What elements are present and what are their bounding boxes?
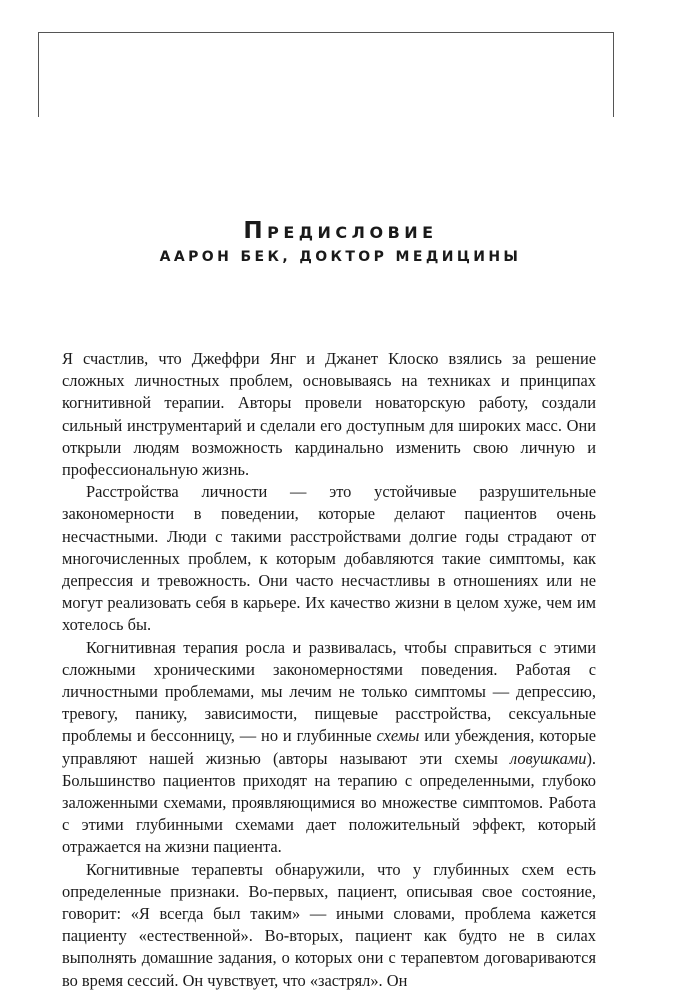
paragraph-text: или убеждения, которые управляют нашей жизнью (авторы называют эти схемы: [62, 726, 596, 768]
paragraph-1: [62, 348, 596, 481]
paragraph-text: Когнитивные терапевты обнаружили, что у глубинных схем есть определенные признаки. Во-первых, пациент, описывая свое состояние, говорит: «Я всегда был таким» — иными словами, проблема кажется пациенту «естественной». Во-вторых, пациент как будто не в силах выполнять домашние задания, о которых они с терапевтом договариваются во время сессий. Он чувствует, что «застрял». Он: [62, 859, 596, 990]
page-title: Предисловие: [243, 218, 438, 245]
emphasis-traps: ловушками: [510, 748, 587, 768]
emphasis-schemas: схемы: [376, 726, 420, 746]
paragraph-text: Расстройства личности — это устойчивые разрушительные закономерности в поведении, которые делают пациентов очень несчастными. Люди с такими расстройствами долгие годы страдают от многочисленных проблем, к которым добавляются такие симптомы, как депрессия и тревожность. Они часто несчастливы в отношениях или не могут реализовать себя в карьере. Их качество жизни в целом хуже, чем им хотелось бы.: [62, 482, 596, 635]
body-text: [62, 348, 596, 992]
paragraph-4: [62, 859, 596, 992]
paragraph-text: ). Большинство пациентов приходят на терапию с определенными, глубоко заложенными схемами, проявляющимися во множестве симптомов. Работа с этими глубинными схемами дает положительный эффект, который отражается на жизни пациента.: [62, 748, 596, 857]
page-subtitle: ААРОН БЕК, ДОКТОР МЕДИЦИНЫ: [159, 248, 522, 265]
paragraph-text: Я счастлив, что Джеффри Янг и Джанет Клоско взялись за решение сложных личностных проблем, основываясь на техниках и принципах когнитивной терапии. Авторы провели новаторскую работу, создали сильный инструментарий и сделали его доступным для широких масс. Они открыли людям возможность кардинально изменить свою личную и профессиональную жизнь.: [62, 349, 596, 480]
paragraph-3: [62, 637, 596, 859]
page-top-frame: [38, 32, 614, 117]
paragraph-text: Когнитивная терапия росла и развивалась, чтобы справиться с этими сложными хроническими закономерностями поведения. Работая с личностными проблемами, мы лечим не только симптомы — депрессию, тревогу, панику, зависимости, пищевые расстройства, сексуальные проблемы и бессонницу, — но и глубинные: [62, 637, 596, 746]
paragraph-2: [62, 481, 596, 636]
